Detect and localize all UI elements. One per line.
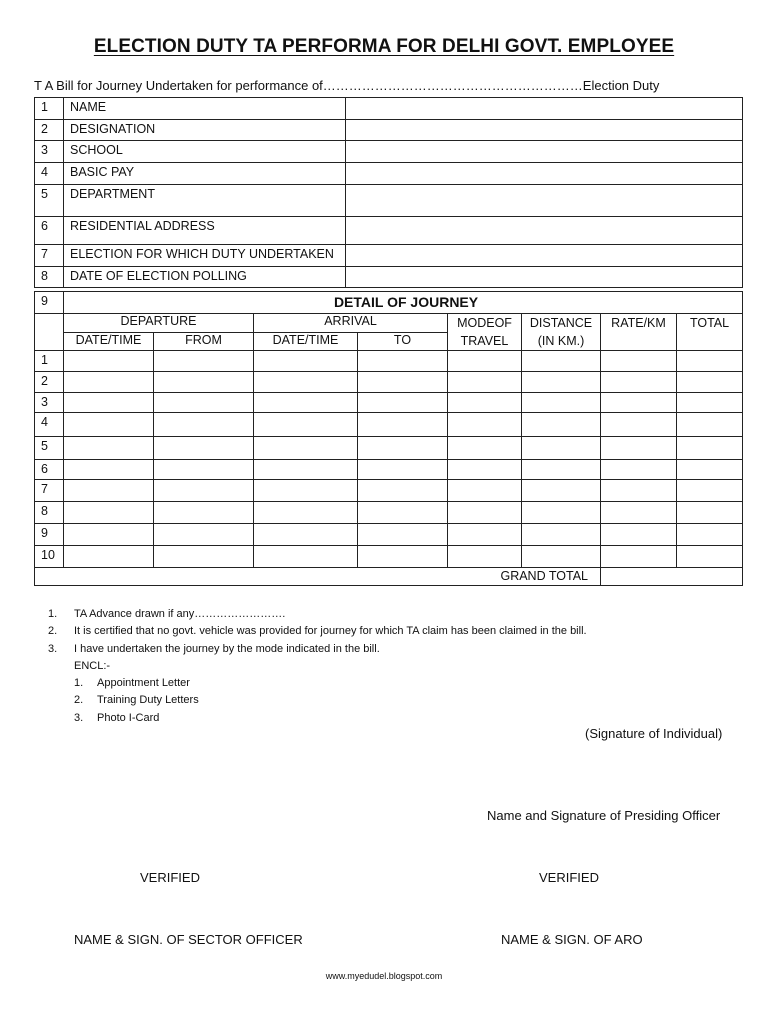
journey-cell[interactable] [677,413,743,437]
form-subtitle: T A Bill for Journey Undertaken for performance of……………………………………………………Election Duty [34,78,660,93]
row-number: 8 [35,502,64,524]
journey-cell[interactable] [677,393,743,413]
signature-of-individual: (Signature of Individual) [585,726,723,741]
form-title: ELECTION DUTY TA PERFORMA FOR DELHI GOVT. EMPLOYEE [93,36,675,57]
journey-cell[interactable] [254,524,358,546]
item-number: 1. [74,677,84,690]
journey-cell[interactable] [64,502,154,524]
journey-cell[interactable] [601,546,677,568]
journey-cell[interactable] [64,351,154,372]
journey-cell[interactable] [448,480,522,502]
row-number: 4 [35,163,64,185]
journey-cell[interactable] [358,524,448,546]
distance-header: DISTANCE (IN KM.) [522,314,601,351]
verified-right: VERIFIED [539,870,599,885]
item-text: It is certified that no govt. vehicle was provided for journey for which TA claim has been claimed in the bill. [74,625,587,638]
footer-url: www.myedudel.blogspot.com [325,971,443,981]
journey-cell[interactable] [677,546,743,568]
item-number: 1. [48,608,58,620]
journey-cell[interactable] [601,502,677,524]
journey-cell[interactable] [522,502,601,524]
declaration-item [48,606,587,623]
journey-cell[interactable] [601,372,677,393]
field-value[interactable] [346,163,743,185]
departure-from-header: FROM [154,332,254,351]
row-number: 10 [35,546,64,568]
journey-heading: DETAIL OF JOURNEY [64,292,743,314]
personal-row [35,141,743,163]
journey-cell[interactable] [522,393,601,413]
journey-cell[interactable] [254,372,358,393]
row-number: 2 [35,372,64,393]
grand-total-label: GRAND TOTAL [35,568,601,586]
sector-officer-signature: NAME & SIGN. OF SECTOR OFFICER [74,932,303,947]
item-number: 2. [48,625,58,638]
journey-cell[interactable] [448,524,522,546]
total-header: TOTAL [677,314,743,351]
journey-row [35,351,743,372]
journey-heading-row [35,292,743,314]
journey-cell[interactable] [254,413,358,437]
journey-cell[interactable] [601,437,677,460]
journey-cell[interactable] [522,480,601,502]
journey-cell[interactable] [677,502,743,524]
journey-cell[interactable] [358,393,448,413]
journey-cell[interactable] [254,437,358,460]
journey-cell[interactable] [154,393,254,413]
journey-cell[interactable] [358,437,448,460]
journey-row [35,480,743,502]
arrival-to-header: TO [358,332,448,351]
row-number: 5 [35,437,64,460]
field-label: DESIGNATION [64,120,346,141]
journey-cell[interactable] [677,372,743,393]
enclosure-item [74,710,587,727]
row-number: 1 [35,351,64,372]
declaration-item [48,623,587,640]
declarations [48,606,587,727]
row-number: 4 [35,413,64,437]
grand-total-row [35,568,743,586]
journey-cell[interactable] [254,460,358,480]
row-number: 2 [35,120,64,141]
row-number: 9 [35,292,64,314]
journey-cell[interactable] [448,437,522,460]
row-number: 5 [35,185,64,217]
field-label: BASIC PAY [64,163,346,185]
journey-cell[interactable] [358,480,448,502]
journey-cell[interactable] [522,372,601,393]
journey-cell[interactable] [601,413,677,437]
journey-cell[interactable] [254,351,358,372]
field-label: DATE OF ELECTION POLLING [64,267,346,288]
journey-cell[interactable] [64,437,154,460]
journey-cell[interactable] [64,393,154,413]
field-label: DEPARTMENT [64,185,346,217]
row-number: 3 [35,393,64,413]
personal-row [35,267,743,288]
journey-cell[interactable] [522,437,601,460]
field-value[interactable] [346,120,743,141]
journey-cell[interactable] [254,546,358,568]
row-number: 9 [35,524,64,546]
journey-cell[interactable] [448,372,522,393]
enclosure-item [74,675,587,692]
journey-cell[interactable] [677,460,743,480]
journey-cell[interactable] [358,460,448,480]
journey-cell[interactable] [154,372,254,393]
journey-cell[interactable] [522,460,601,480]
personal-row [35,217,743,245]
mode-of-travel-header: MODEOF TRAVEL [448,314,522,351]
journey-cell[interactable] [522,524,601,546]
journey-cell[interactable] [64,460,154,480]
personal-details-table [34,97,743,288]
verified-left: VERIFIED [140,870,200,885]
journey-cell[interactable] [358,502,448,524]
journey-cell[interactable] [677,351,743,372]
blank-cell [35,314,64,351]
journey-cell[interactable] [448,546,522,568]
item-text: Photo I-Card [97,711,160,724]
journey-cell[interactable] [358,351,448,372]
arrival-date-header: DATE/TIME [254,332,358,351]
departure-date-header: DATE/TIME [64,332,154,351]
journey-cell[interactable] [154,437,254,460]
item-number: 3. [74,711,84,724]
row-number: 7 [35,480,64,502]
field-label: ELECTION FOR WHICH DUTY UNDERTAKEN [64,245,346,267]
field-value[interactable] [346,267,743,288]
item-text: TA Advance drawn if any……………………. [74,608,286,620]
arrival-header: ARRIVAL [254,314,448,333]
field-label: SCHOOL [64,141,346,163]
personal-row [35,163,743,185]
journey-cell[interactable] [154,524,254,546]
aro-signature: NAME & SIGN. OF ARO [501,932,643,947]
journey-cell[interactable] [601,460,677,480]
journey-row [35,372,743,393]
journey-row [35,413,743,437]
journey-cell[interactable] [522,351,601,372]
journey-header-row-1 [35,314,743,333]
item-number: 3. [48,642,58,655]
personal-row [35,245,743,267]
item-text: Appointment Letter [97,677,190,690]
journey-cell[interactable] [64,413,154,437]
journey-cell[interactable] [358,372,448,393]
row-number: 7 [35,245,64,267]
journey-cell[interactable] [448,393,522,413]
presiding-officer-signature: Name and Signature of Presiding Officer [487,808,721,823]
journey-cell[interactable] [522,413,601,437]
grand-total-value[interactable] [601,568,743,586]
field-label: RESIDENTIAL ADDRESS [64,217,346,245]
row-number: 6 [35,460,64,480]
journey-row [35,437,743,460]
journey-cell[interactable] [254,502,358,524]
item-text: I have undertaken the journey by the mode indicated in the bill. [74,642,380,655]
journey-row [35,460,743,480]
personal-row [35,185,743,217]
journey-cell[interactable] [601,480,677,502]
journey-cell[interactable] [254,393,358,413]
journey-row [35,546,743,568]
journey-cell[interactable] [64,480,154,502]
journey-cell[interactable] [64,372,154,393]
journey-cell[interactable] [154,351,254,372]
journey-cell[interactable] [677,524,743,546]
journey-cell[interactable] [601,351,677,372]
rate-header: RATE/KM [601,314,677,351]
journey-cell[interactable] [254,480,358,502]
journey-cell[interactable] [358,413,448,437]
journey-row [35,502,743,524]
personal-row [35,120,743,141]
journey-cell[interactable] [154,480,254,502]
journey-cell[interactable] [154,413,254,437]
journey-cell[interactable] [522,546,601,568]
field-label: NAME [64,98,346,120]
journey-details-table [34,291,743,586]
journey-cell[interactable] [677,437,743,460]
item-number: 2. [74,694,84,707]
journey-cell[interactable] [154,546,254,568]
journey-cell[interactable] [448,502,522,524]
field-value[interactable] [346,217,743,245]
journey-cell[interactable] [448,460,522,480]
journey-cell[interactable] [154,502,254,524]
personal-row [35,98,743,120]
journey-cell[interactable] [448,413,522,437]
journey-cell[interactable] [154,460,254,480]
field-value[interactable] [346,185,743,217]
journey-cell[interactable] [64,546,154,568]
declaration-item [48,641,587,658]
departure-header: DEPARTURE [64,314,254,333]
item-text: Training Duty Letters [97,694,199,707]
enclosure-item [74,692,587,709]
enclosures-label: ENCL:- [74,659,111,672]
journey-row [35,393,743,413]
row-number: 8 [35,267,64,288]
field-value[interactable] [346,98,743,120]
journey-cell[interactable] [64,524,154,546]
journey-cell[interactable] [358,546,448,568]
row-number: 3 [35,141,64,163]
journey-cell[interactable] [601,524,677,546]
field-value[interactable] [346,245,743,267]
journey-cell[interactable] [677,480,743,502]
journey-row [35,524,743,546]
row-number: 6 [35,217,64,245]
field-value[interactable] [346,141,743,163]
journey-cell[interactable] [448,351,522,372]
row-number: 1 [35,98,64,120]
journey-cell[interactable] [601,393,677,413]
